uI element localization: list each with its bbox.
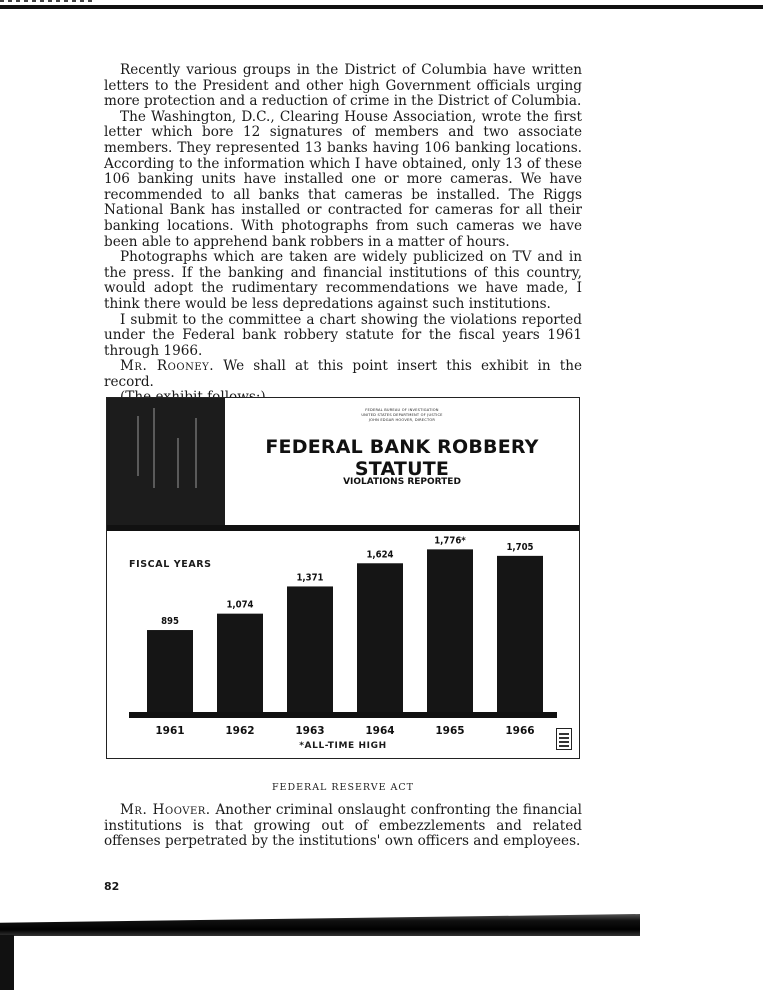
chart-title: FEDERAL BANK ROBBERY STATUTE bbox=[265, 436, 539, 480]
tick-label-1964: 1964 bbox=[365, 725, 395, 737]
bar-1966 bbox=[497, 556, 543, 712]
fbi-header-line-1: FEDERAL BUREAU OF INVESTIGATION bbox=[365, 408, 439, 412]
page-edge-dash bbox=[0, 0, 95, 2]
body-text-top bbox=[104, 63, 582, 406]
paragraph-3: Photographs which are taken are widely publicized on TV and in the press. If the banking and financial institutions of this country, would adopt the rudimentary recommendations we have made, I think there would be less depredations against such institutions. bbox=[104, 249, 582, 312]
bar-1964 bbox=[357, 563, 403, 712]
tick-label-1963: 1963 bbox=[295, 725, 325, 737]
body-text-bottom bbox=[104, 803, 582, 850]
hoover-statement: Another criminal onslaught confronting the financial institutions is that growing out of embezzlements and related offenses perpetrated by the institutions' own officers and employees. bbox=[104, 802, 582, 850]
bar-1961 bbox=[147, 630, 193, 712]
tick-label-1962: 1962 bbox=[225, 725, 255, 737]
page-top-rule bbox=[0, 5, 763, 9]
tick-label-1961: 1961 bbox=[155, 725, 185, 737]
x-axis-line bbox=[129, 712, 557, 718]
all-time-high-note: *ALL-TIME HIGH bbox=[299, 741, 387, 751]
value-label-1962: 1,074 bbox=[226, 599, 254, 611]
fbi-header-line-3: JOHN EDGAR HOOVER, DIRECTOR bbox=[368, 418, 436, 422]
bar-1965 bbox=[427, 549, 473, 712]
rooney-paragraph bbox=[104, 359, 582, 390]
paragraph-4: I submit to the committee a chart showing the violations reported under the Federal bank robbery statute for the fiscal years 1961 through 1966. bbox=[104, 311, 582, 359]
hoover-paragraph bbox=[104, 803, 582, 850]
page-number: 82 bbox=[104, 880, 120, 893]
section-caption: FEDERAL RESERVE ACT bbox=[271, 782, 415, 793]
page-edge-shadow bbox=[0, 935, 14, 990]
fbi-seal-icon bbox=[556, 728, 572, 750]
chart-subtitle: VIOLATIONS REPORTED bbox=[343, 477, 461, 487]
value-label-1964: 1,624 bbox=[366, 549, 394, 561]
value-label-1963: 1,371 bbox=[296, 572, 324, 584]
value-label-1965: 1,776* bbox=[434, 535, 466, 547]
x-axis-label: FISCAL YEARS bbox=[129, 559, 212, 570]
paragraph-2: The Washington, D.C., Clearing House Association, wrote the first letter which bore 12 signatures of members and two associate members. They represented 13 banks having 106 banking locations. According to the information which I have obtained, only 13 of these 106 banking units have installed one or more cameras. We have recommended to all banks that cameras be installed. The Riggs National Bank has installed or contracted for cameras for all their banking locations. With photographs from such cameras we have been able to apprehend bank robbers in a matter of hours. bbox=[104, 108, 582, 250]
rooney-speaker: Mr. Rooney. bbox=[120, 358, 215, 375]
rooney-statement: We shall at this point insert this exhibit in the record. bbox=[104, 358, 582, 390]
fbi-header-line-2: UNITED STATES DEPARTMENT OF JUSTICE bbox=[361, 413, 443, 417]
bar-1963 bbox=[287, 586, 333, 712]
exhibit-chart bbox=[106, 397, 580, 759]
hoover-speaker: Mr. Hoover. bbox=[120, 802, 211, 818]
bar-1962 bbox=[217, 614, 263, 712]
tick-label-1966: 1966 bbox=[505, 725, 535, 737]
value-label-1966: 1,705 bbox=[506, 541, 534, 553]
value-label-1961: 895 bbox=[161, 616, 179, 628]
bar-plot bbox=[107, 398, 579, 758]
paragraph-1: Recently various groups in the District of Columbia have written letters to the President and other high Government officials urging more protection and a reduction of crime in the District of Columbia. bbox=[104, 62, 582, 110]
page-binding-shadow bbox=[0, 914, 640, 936]
tick-label-1965: 1965 bbox=[435, 725, 465, 737]
